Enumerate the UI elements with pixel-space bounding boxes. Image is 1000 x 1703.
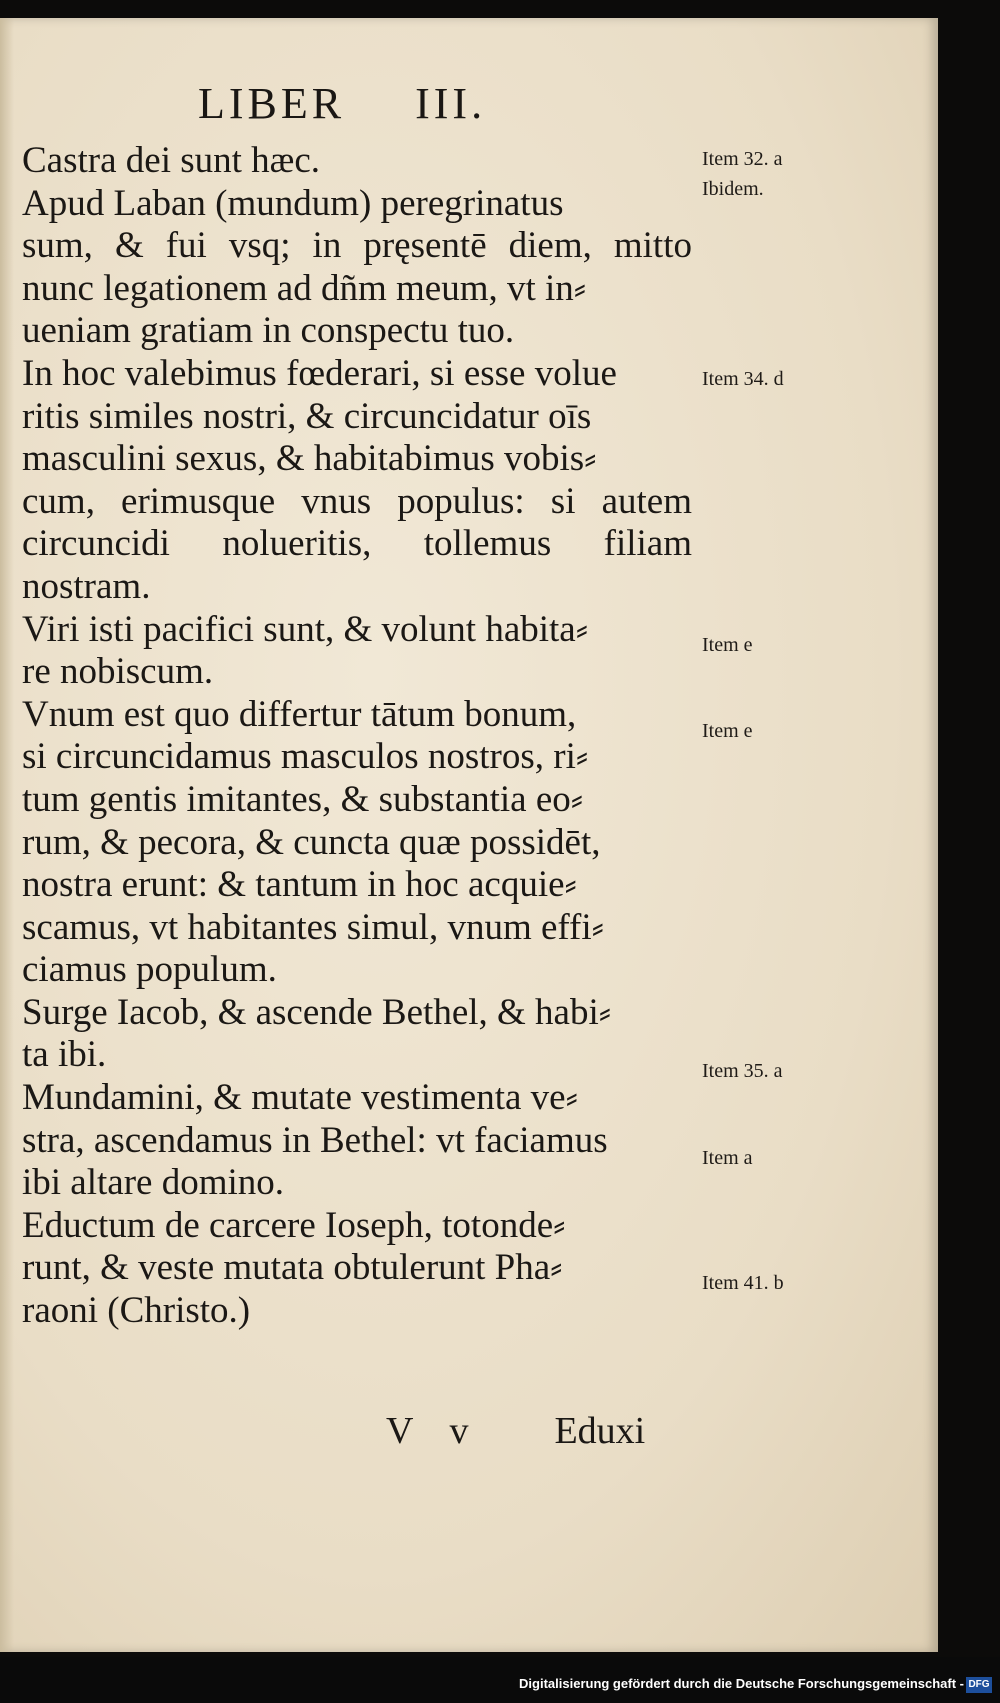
text-line: Castra dei sunt hæc. <box>22 140 321 181</box>
header-title: LIBER <box>198 79 346 128</box>
text-line: ueniam gratiam in conspectu tuo. <box>22 310 515 352</box>
text-line: nostra erunt: & tantum in hoc acquie⸗ <box>22 864 577 906</box>
text-line: ritis similes nostri, & circuncidatur oīs <box>22 395 592 437</box>
funding-credit: Digitalisierung gefördert durch die Deutsche Forschungsgemeinschaft - <box>519 1676 964 1691</box>
text-line: cum, erimusque vnus populus: si autem <box>22 480 692 522</box>
running-header <box>198 78 486 129</box>
text-line: sum, & fui vsq; in pręsentē diem, mitto <box>22 225 692 267</box>
dfg-logo-icon: DFG <box>966 1677 992 1693</box>
margin-note: Item 34. d <box>702 368 784 390</box>
text-line: In hoc valebimus fœderari, si esse volue <box>22 352 617 394</box>
text-line: tum gentis imitantes, & substantia eo⸗ <box>22 778 584 820</box>
text-line: runt, & veste mutata obtulerunt Pha⸗ <box>22 1247 563 1289</box>
margin-note: Item e <box>702 634 753 656</box>
catchword: Eduxi <box>554 1410 646 1452</box>
book-page <box>0 18 938 1652</box>
text-line: rum, & pecora, & cuncta quæ possidēt, <box>22 821 601 863</box>
text-line: raoni (Christo.) <box>22 1290 251 1332</box>
text-line: Surge Iacob, & ascende Bethel, & habi⸗ <box>22 991 612 1033</box>
text-line: Mundamini, & mutate vestimenta ve⸗ <box>22 1077 578 1119</box>
margin-note: Item 32. a <box>702 148 783 170</box>
binding-edge <box>0 18 14 1652</box>
text-line: masculini sexus, & habitabimus vobis⸗ <box>22 438 597 480</box>
signature-mark: V <box>386 1410 414 1452</box>
signature-mark-secondary: v <box>449 1410 469 1452</box>
digitization-footer <box>0 1657 1000 1703</box>
text-line: re nobiscum. <box>22 651 214 693</box>
margin-note: Item 41. b <box>702 1272 784 1294</box>
text-line: scamus, vt habitantes simul, vnum effi⸗ <box>22 906 604 948</box>
text-line: Viri isti pacifici sunt, & volunt habita⸗ <box>22 608 589 650</box>
text-line: ciamus populum. <box>22 949 277 991</box>
text-line: ta ibi. <box>22 1034 107 1076</box>
header-book-number: III. <box>415 79 487 128</box>
text-line: stra, ascendamus in Bethel: vt faciamus <box>22 1119 608 1161</box>
text-line: nostram. <box>22 565 151 607</box>
text-line: Vnum est quo differtur tātum bonum, <box>22 693 577 735</box>
text-line: circuncidi nolueritis, tollemus filiam <box>22 523 692 565</box>
margin-note: Item a <box>702 1147 753 1169</box>
margin-note: Ibidem. <box>702 178 764 200</box>
margin-note: Item e <box>702 720 753 742</box>
text-line: si circuncidamus masculos nostros, ri⸗ <box>22 736 589 778</box>
text-block <box>22 140 692 1333</box>
catchword-line <box>386 1409 645 1453</box>
margin-note: Item 35. a <box>702 1060 783 1082</box>
text-line: nunc legationem ad dñm meum, vt in⸗ <box>22 267 587 309</box>
text-line: ibi altare domino. <box>22 1162 285 1204</box>
text-line: Apud Laban (mundum) peregrinatus <box>22 182 564 224</box>
text-line: Eductum de carcere Ioseph, totonde⸗ <box>22 1204 566 1246</box>
